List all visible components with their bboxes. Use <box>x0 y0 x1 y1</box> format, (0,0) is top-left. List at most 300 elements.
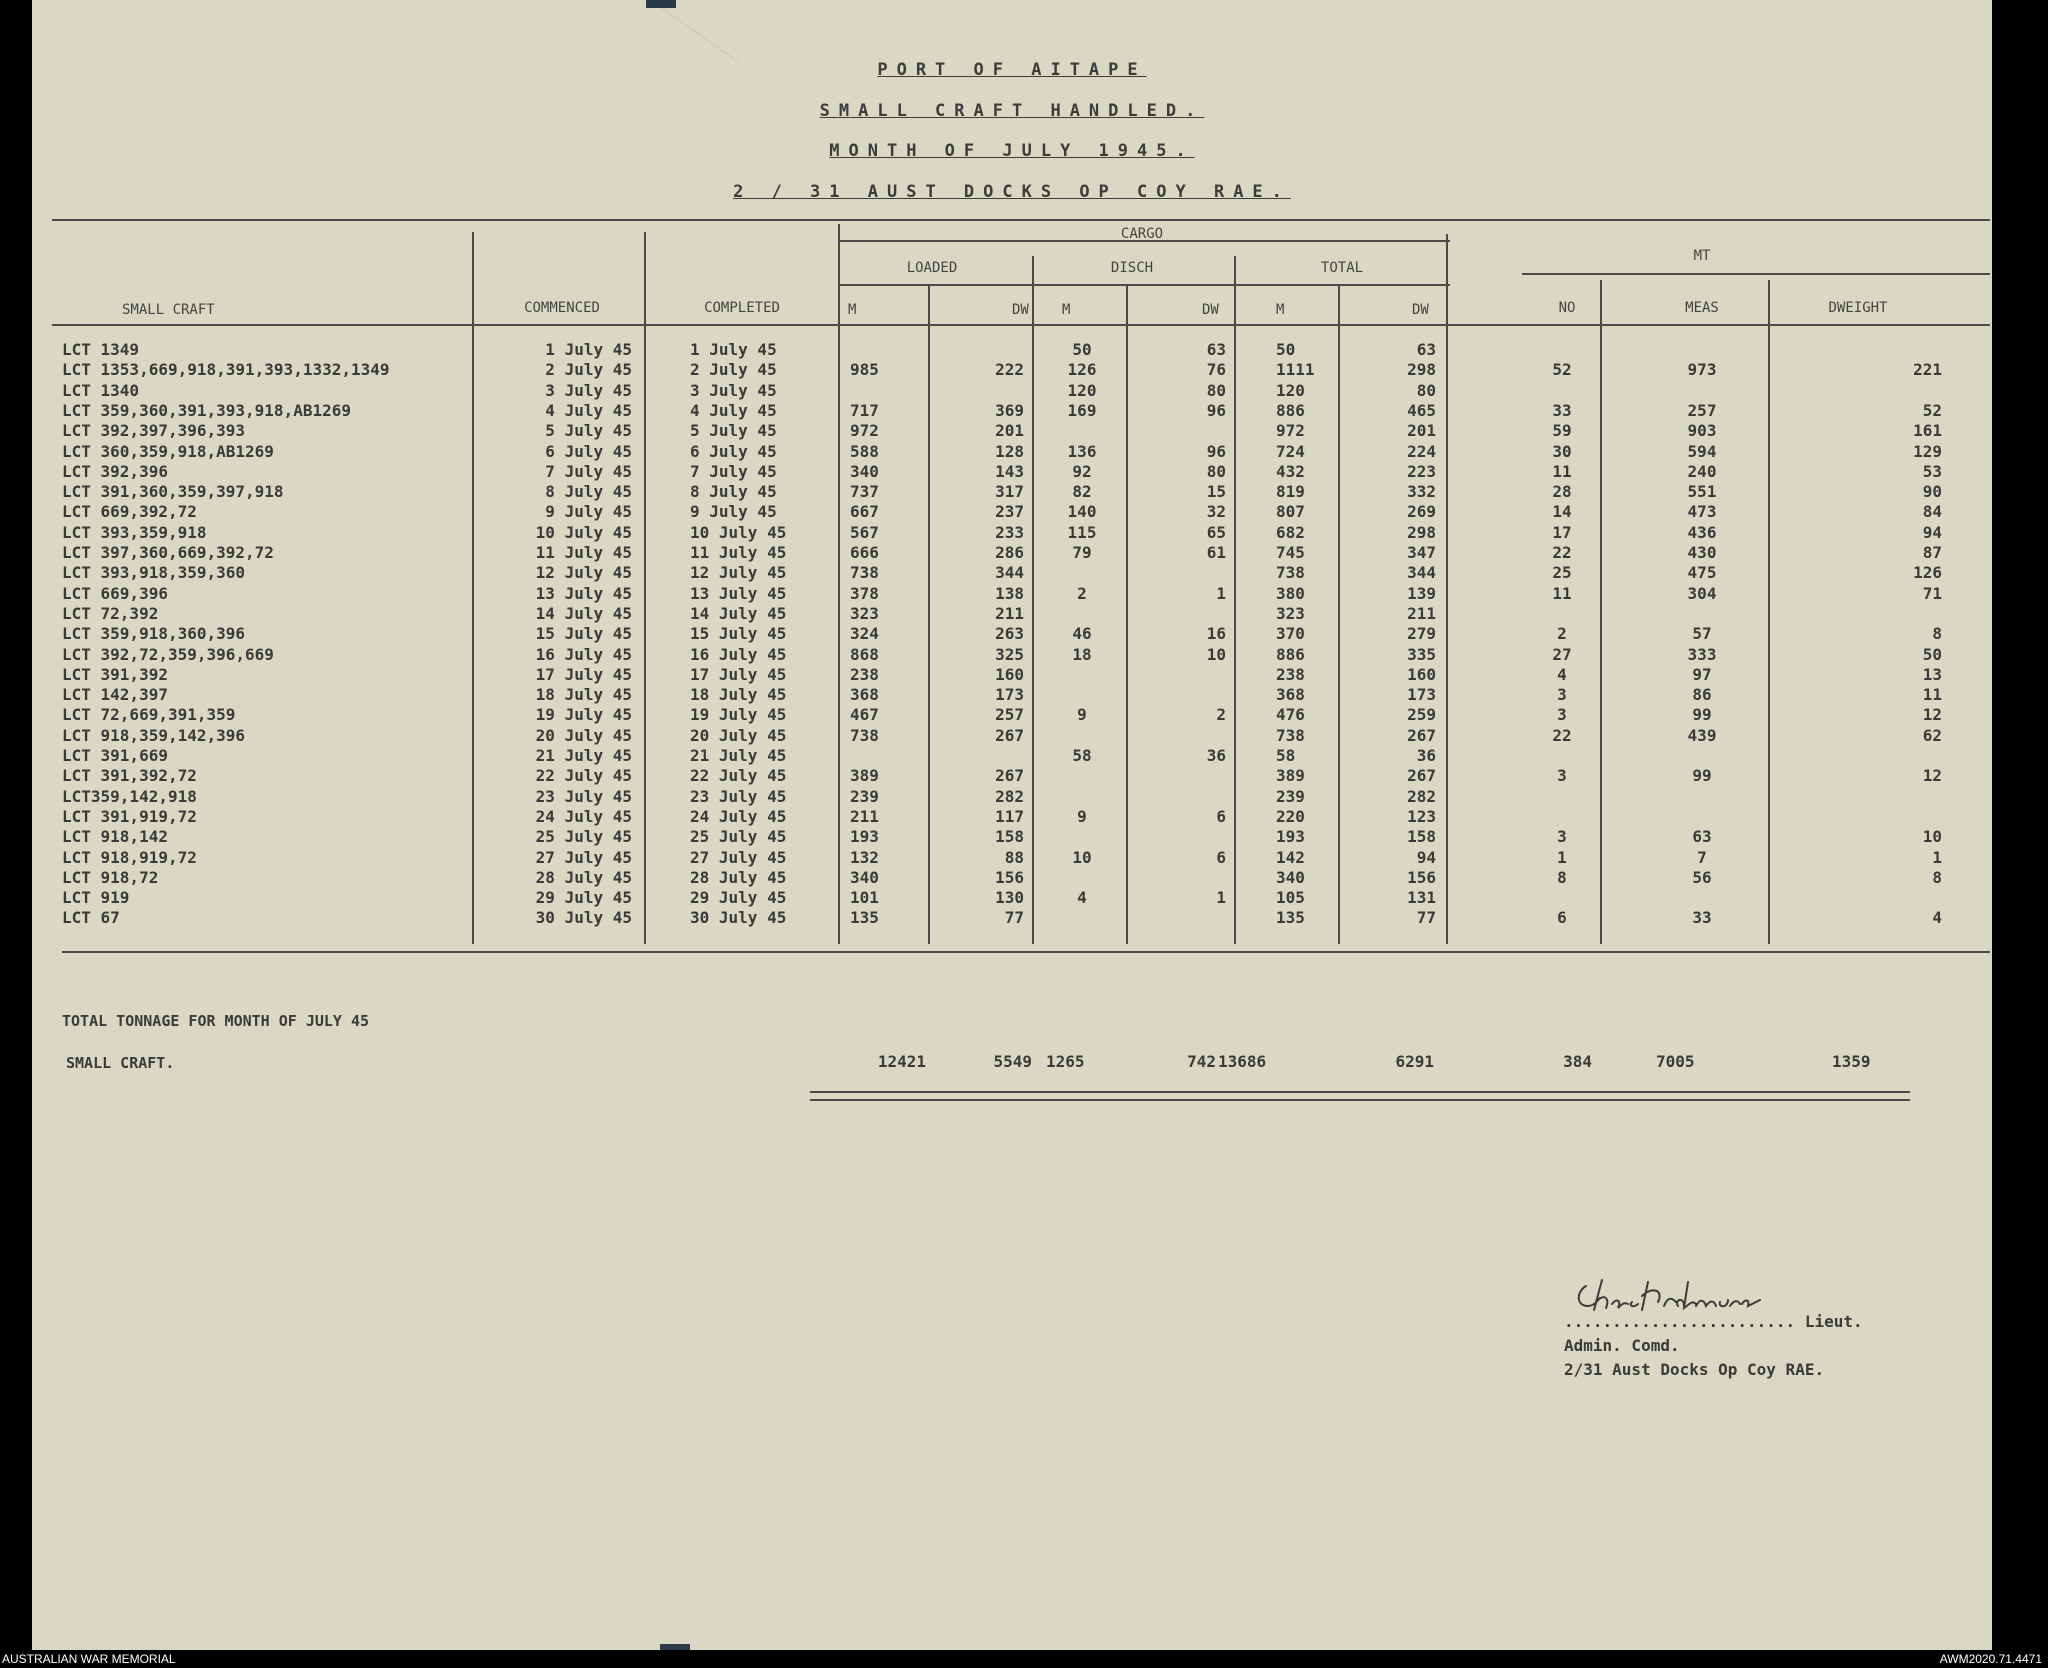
cell-mt-no: 25 <box>1552 563 1572 583</box>
col-divider-6 <box>1126 284 1128 944</box>
cell-total-dw: 344 <box>1407 563 1436 583</box>
cell-completed: 14 July 45 <box>690 603 787 623</box>
cell-disch-dw: 16 <box>1206 624 1226 644</box>
cell-mt-dweight: 50 <box>1922 644 1942 664</box>
cell-total-dw: 267 <box>1407 725 1436 745</box>
cell-completed: 25 July 45 <box>690 827 787 847</box>
paper-fold <box>592 0 740 63</box>
cell-mt-dweight: 71 <box>1922 583 1942 603</box>
cell-commenced: 15 July 45 <box>535 624 632 644</box>
cell-total-m: 239 <box>1276 786 1305 806</box>
cell-total-dw: 259 <box>1407 705 1436 725</box>
cell-craft: LCT 392,396 <box>62 461 168 481</box>
cell-completed: 24 July 45 <box>690 806 787 826</box>
cell-disch-dw: 2 <box>1216 705 1226 725</box>
cell-mt-dweight: 53 <box>1922 461 1942 481</box>
cell-mt-no: 27 <box>1552 644 1572 664</box>
cell-commenced: 23 July 45 <box>535 786 632 806</box>
cell-loaded-m: 666 <box>850 543 879 562</box>
cell-loaded-m: 588 <box>850 441 879 461</box>
signature-role-line: Admin. Comd. <box>1564 1336 1680 1355</box>
cell-mt-meas: 99 <box>1692 766 1712 786</box>
document-sheet <box>32 0 1992 1650</box>
cell-disch-dw: 10 <box>1206 644 1226 664</box>
cell-completed: 10 July 45 <box>690 522 787 542</box>
cell-loaded-m: 868 <box>850 644 879 664</box>
cell-completed: 5 July 45 <box>690 421 777 441</box>
cell-disch-dw: 36 <box>1206 746 1226 765</box>
cell-total-m: 50 <box>1276 340 1296 359</box>
cell-mt-no: 2 <box>1557 624 1567 644</box>
cell-loaded-m: 717 <box>850 400 879 420</box>
cell-loaded-dw: 156 <box>995 867 1024 887</box>
header-total-m: M <box>1276 302 1285 318</box>
totals-label-line-2: SMALL CRAFT. <box>66 1054 175 1072</box>
cell-total-m: 58 <box>1276 746 1296 765</box>
cell-loaded-dw: 237 <box>995 502 1024 522</box>
cell-disch-dw: 63 <box>1206 340 1226 359</box>
cell-total-m: 370 <box>1276 624 1305 644</box>
cell-mt-no: 17 <box>1552 522 1572 542</box>
cell-commenced: 25 July 45 <box>535 827 632 847</box>
cell-disch-dw: 76 <box>1206 360 1226 380</box>
cell-disch-m: 82 <box>1072 482 1092 502</box>
cell-loaded-dw: 211 <box>995 603 1024 623</box>
cell-commenced: 27 July 45 <box>535 847 632 867</box>
cell-total-dw: 123 <box>1407 806 1436 826</box>
cell-commenced: 17 July 45 <box>535 664 632 684</box>
cell-loaded-m: 135 <box>850 908 879 928</box>
cell-loaded-dw: 233 <box>995 522 1024 542</box>
cell-loaded-m: 737 <box>850 482 879 502</box>
cell-total-m: 432 <box>1276 461 1305 481</box>
cell-craft: LCT 918,72 <box>62 867 159 887</box>
cell-loaded-m: 972 <box>850 421 879 441</box>
cell-loaded-dw: 369 <box>995 400 1024 420</box>
cell-loaded-dw: 77 <box>1004 908 1024 928</box>
cell-disch-m: 10 <box>1072 847 1092 867</box>
cell-craft: LCT 360,359,918,AB1269 <box>62 441 274 461</box>
cell-loaded-dw: 344 <box>995 563 1024 583</box>
cell-total-dw: 465 <box>1407 400 1436 420</box>
cell-loaded-m: 340 <box>850 461 879 481</box>
cell-commenced: 9 July 45 <box>545 502 632 522</box>
cell-total-m: 682 <box>1276 522 1305 542</box>
cell-mt-no: 33 <box>1552 400 1572 420</box>
cell-completed: 4 July 45 <box>690 400 777 420</box>
cell-disch-dw: 61 <box>1206 543 1226 562</box>
cell-completed: 28 July 45 <box>690 867 787 887</box>
header-no: NO <box>1558 300 1576 316</box>
cell-total-m: 738 <box>1276 725 1305 745</box>
cell-loaded-dw: 117 <box>995 806 1024 826</box>
cell-mt-dweight: 129 <box>1913 441 1942 461</box>
cell-commenced: 6 July 45 <box>545 441 632 461</box>
cell-total-m: 389 <box>1276 766 1305 786</box>
cell-mt-meas: 57 <box>1692 624 1712 644</box>
cell-craft: LCT 397,360,669,392,72 <box>62 543 274 562</box>
cell-total-dw: 131 <box>1407 888 1436 908</box>
cell-completed: 29 July 45 <box>690 888 787 908</box>
cell-completed: 21 July 45 <box>690 746 787 765</box>
cell-loaded-m: 467 <box>850 705 879 725</box>
table-bottom-rule <box>62 951 1990 953</box>
cell-commenced: 24 July 45 <box>535 806 632 826</box>
cell-total-dw: 94 <box>1416 847 1436 867</box>
cell-commenced: 10 July 45 <box>535 522 632 542</box>
cell-craft: LCT 359,918,360,396 <box>62 624 246 644</box>
cell-craft: LCT 359,360,391,393,918,AB1269 <box>62 400 351 420</box>
cell-total-m: 193 <box>1276 827 1305 847</box>
cell-mt-dweight: 8 <box>1932 867 1942 887</box>
cell-total-dw: 298 <box>1407 360 1436 380</box>
cell-completed: 13 July 45 <box>690 583 787 603</box>
cell-total-m: 142 <box>1276 847 1305 867</box>
cell-completed: 11 July 45 <box>690 543 787 562</box>
cell-mt-dweight: 126 <box>1913 563 1942 583</box>
cell-mt-dweight: 87 <box>1922 543 1942 562</box>
cell-total-m: 476 <box>1276 705 1305 725</box>
cell-mt-meas: 333 <box>1687 644 1717 664</box>
header-loaded-dw: DW <box>1012 302 1029 318</box>
archive-reference: AWM2020.71.4471 <box>1939 1652 2042 1666</box>
cell-commenced: 5 July 45 <box>545 421 632 441</box>
col-divider-9 <box>1446 234 1448 944</box>
cell-loaded-dw: 138 <box>995 583 1024 603</box>
cell-loaded-dw: 257 <box>995 705 1024 725</box>
cell-completed: 16 July 45 <box>690 644 787 664</box>
cell-total-dw: 279 <box>1407 624 1436 644</box>
cell-total-m: 135 <box>1276 908 1305 928</box>
cell-disch-dw: 65 <box>1206 522 1226 542</box>
cell-mt-dweight: 62 <box>1922 725 1942 745</box>
cell-total-m: 368 <box>1276 685 1305 705</box>
totals-rule-1 <box>810 1091 1910 1093</box>
cell-mt-no: 52 <box>1552 360 1572 380</box>
cell-mt-meas: 439 <box>1687 725 1717 745</box>
cell-total-m: 238 <box>1276 664 1305 684</box>
header-mt: MT <box>1693 248 1711 264</box>
cell-mt-no: 14 <box>1552 502 1572 522</box>
cell-total-m: 724 <box>1276 441 1305 461</box>
cell-loaded-m: 132 <box>850 847 879 867</box>
cell-total-dw: 269 <box>1407 502 1436 522</box>
signature-unit-line: 2/31 Aust Docks Op Coy RAE. <box>1564 1360 1825 1379</box>
cell-total-dw: 298 <box>1407 522 1436 542</box>
cell-mt-no: 6 <box>1557 908 1567 928</box>
cell-commenced: 22 July 45 <box>535 766 632 786</box>
col-divider-4 <box>928 284 930 944</box>
archive-name: AUSTRALIAN WAR MEMORIAL <box>2 1652 176 1666</box>
cell-total-dw: 173 <box>1407 685 1436 705</box>
cell-loaded-dw: 325 <box>995 644 1024 664</box>
cell-disch-m: 79 <box>1072 543 1092 562</box>
cell-loaded-dw: 317 <box>995 482 1024 502</box>
cell-mt-no: 3 <box>1557 766 1567 786</box>
cell-loaded-dw: 201 <box>995 421 1024 441</box>
cell-commenced: 4 July 45 <box>545 400 632 420</box>
archive-caption <box>0 1650 2048 1668</box>
cell-loaded-dw: 263 <box>995 624 1024 644</box>
cell-disch-dw: 1 <box>1216 583 1226 603</box>
cell-mt-meas: 551 <box>1687 482 1717 502</box>
cell-mt-dweight: 221 <box>1913 360 1942 380</box>
cell-mt-meas: 56 <box>1692 867 1712 887</box>
cell-mt-meas: 436 <box>1687 522 1717 542</box>
cell-total-m: 972 <box>1276 421 1305 441</box>
cell-mt-dweight: 8 <box>1932 624 1942 644</box>
cell-total-dw: 80 <box>1416 380 1436 400</box>
total-disch-dw: 742 <box>1187 1052 1216 1071</box>
header-disch: DISCH <box>1110 260 1154 276</box>
col-divider-11 <box>1768 280 1770 944</box>
header-disch-dw: DW <box>1202 302 1219 318</box>
cell-commenced: 1 July 45 <box>545 340 632 359</box>
cell-loaded-dw: 143 <box>995 461 1024 481</box>
cell-loaded-dw: 130 <box>995 888 1024 908</box>
total-loaded-dw: 5549 <box>993 1052 1032 1071</box>
cell-completed: 20 July 45 <box>690 725 787 745</box>
cell-commenced: 13 July 45 <box>535 583 632 603</box>
cell-total-m: 1111 <box>1276 360 1315 380</box>
cell-craft: LCT 391,669 <box>62 746 168 765</box>
cell-total-m: 105 <box>1276 888 1305 908</box>
cell-mt-no: 11 <box>1552 583 1572 603</box>
cell-commenced: 16 July 45 <box>535 644 632 664</box>
cell-total-m: 807 <box>1276 502 1305 522</box>
cell-commenced: 3 July 45 <box>545 380 632 400</box>
cell-mt-meas: 475 <box>1687 563 1717 583</box>
cell-completed: 6 July 45 <box>690 441 777 461</box>
cell-mt-meas: 973 <box>1687 360 1717 380</box>
cell-total-dw: 201 <box>1407 421 1436 441</box>
cell-loaded-m: 738 <box>850 725 879 745</box>
cell-craft: LCT 72,669,391,359 <box>62 705 236 725</box>
cell-disch-dw: 80 <box>1206 380 1226 400</box>
cell-commenced: 28 July 45 <box>535 867 632 887</box>
cell-mt-dweight: 13 <box>1922 664 1942 684</box>
cell-total-m: 323 <box>1276 603 1305 623</box>
signature-rank-line: ........................ Lieut. <box>1564 1312 1863 1331</box>
cell-craft: LCT 391,392 <box>62 664 168 684</box>
cell-mt-no: 28 <box>1552 482 1572 502</box>
cell-loaded-dw: 160 <box>995 664 1024 684</box>
cell-mt-dweight: 90 <box>1922 482 1942 502</box>
cell-mt-meas: 903 <box>1687 421 1717 441</box>
cell-disch-dw: 96 <box>1206 400 1226 420</box>
cell-commenced: 18 July 45 <box>535 685 632 705</box>
cell-total-dw: 139 <box>1407 583 1436 603</box>
table-top-rule <box>52 219 1990 221</box>
cell-loaded-m: 738 <box>850 563 879 583</box>
cell-loaded-m: 378 <box>850 583 879 603</box>
cell-completed: 19 July 45 <box>690 705 787 725</box>
cell-craft: LCT 392,72,359,396,669 <box>62 644 274 664</box>
cell-mt-meas: 7 <box>1697 847 1707 867</box>
cell-total-m: 340 <box>1276 867 1305 887</box>
cell-disch-m: 2 <box>1077 583 1087 603</box>
total-loaded-m: 12421 <box>877 1052 926 1071</box>
cell-loaded-m: 985 <box>850 360 879 380</box>
cell-mt-no: 3 <box>1557 705 1567 725</box>
cell-loaded-dw: 128 <box>995 441 1024 461</box>
col-divider-7 <box>1234 256 1236 944</box>
total-disch-m: 1265 <box>1046 1052 1085 1071</box>
header-completed: COMPLETED <box>704 300 780 316</box>
cell-completed: 2 July 45 <box>690 360 777 380</box>
cell-mt-meas: 33 <box>1692 908 1712 928</box>
cell-mt-dweight: 52 <box>1922 400 1942 420</box>
clip-top <box>646 0 676 8</box>
cell-disch-m: 9 <box>1077 806 1087 826</box>
doc-title-line-4: 2 / 31 AUST DOCKS OP COY RAE. <box>733 182 1291 202</box>
cell-mt-no: 22 <box>1552 725 1572 745</box>
cell-loaded-dw: 222 <box>995 360 1024 380</box>
cell-completed: 3 July 45 <box>690 380 777 400</box>
total-no: 384 <box>1563 1052 1592 1071</box>
cell-mt-no: 30 <box>1552 441 1572 461</box>
cell-disch-m: 46 <box>1072 624 1092 644</box>
cell-mt-dweight: 94 <box>1922 522 1942 542</box>
cell-mt-no: 8 <box>1557 867 1567 887</box>
cell-completed: 27 July 45 <box>690 847 787 867</box>
cell-completed: 23 July 45 <box>690 786 787 806</box>
cell-disch-dw: 32 <box>1206 502 1226 522</box>
cell-mt-no: 22 <box>1552 543 1572 562</box>
cell-disch-m: 115 <box>1067 522 1097 542</box>
cell-mt-no: 59 <box>1552 421 1572 441</box>
cell-mt-meas: 63 <box>1692 827 1712 847</box>
cell-disch-dw: 1 <box>1216 888 1226 908</box>
cell-total-dw: 223 <box>1407 461 1436 481</box>
header-dweight: DWEIGHT <box>1828 300 1888 316</box>
header-loaded: LOADED <box>906 260 958 276</box>
cell-craft: LCT 919 <box>62 888 130 908</box>
col-divider-5 <box>1032 256 1034 944</box>
cell-craft: LCT 918,359,142,396 <box>62 725 246 745</box>
cell-mt-dweight: 84 <box>1922 502 1942 522</box>
cell-completed: 9 July 45 <box>690 502 777 522</box>
cell-commenced: 12 July 45 <box>535 563 632 583</box>
cell-total-dw: 224 <box>1407 441 1436 461</box>
header-meas: MEAS <box>1685 300 1719 316</box>
cell-total-dw: 158 <box>1407 827 1436 847</box>
cell-mt-meas: 97 <box>1692 664 1712 684</box>
cell-craft: LCT 669,396 <box>62 583 168 603</box>
cell-completed: 18 July 45 <box>690 685 787 705</box>
cell-total-m: 886 <box>1276 400 1305 420</box>
cell-craft: LCT 1349 <box>62 340 140 359</box>
cell-craft: LCT 391,919,72 <box>62 806 197 826</box>
col-divider-2 <box>644 232 646 944</box>
cell-total-dw: 63 <box>1416 340 1436 359</box>
cell-loaded-dw: 267 <box>995 766 1024 786</box>
cell-completed: 22 July 45 <box>690 766 787 786</box>
cell-mt-meas: 304 <box>1687 583 1717 603</box>
total-dweight: 1359 <box>1832 1052 1871 1071</box>
cell-disch-m: 4 <box>1077 888 1087 908</box>
cell-loaded-dw: 286 <box>995 543 1024 562</box>
cell-disch-m: 18 <box>1072 644 1092 664</box>
cell-completed: 7 July 45 <box>690 461 777 481</box>
header-small-craft: SMALL CRAFT <box>122 302 215 318</box>
mt-rule <box>1522 273 1990 275</box>
cell-total-dw: 347 <box>1407 543 1436 562</box>
cell-craft: LCT 67 <box>62 908 120 928</box>
totals-rule-2 <box>810 1099 1910 1101</box>
header-bottom-rule <box>52 324 1990 326</box>
cell-total-m: 745 <box>1276 543 1305 562</box>
cell-loaded-m: 323 <box>850 603 879 623</box>
cell-disch-dw: 96 <box>1206 441 1226 461</box>
cell-completed: 12 July 45 <box>690 563 787 583</box>
cell-mt-meas: 240 <box>1687 461 1717 481</box>
cell-craft: LCT 918,919,72 <box>62 847 197 867</box>
cell-total-dw: 267 <box>1407 766 1436 786</box>
cell-mt-dweight: 11 <box>1922 685 1942 705</box>
cell-disch-m: 120 <box>1067 380 1097 400</box>
cell-commenced: 21 July 45 <box>535 746 632 765</box>
cell-total-dw: 282 <box>1407 786 1436 806</box>
cell-disch-dw: 6 <box>1216 806 1226 826</box>
cell-mt-no: 3 <box>1557 685 1567 705</box>
cell-total-dw: 332 <box>1407 482 1436 502</box>
cell-mt-meas: 257 <box>1687 400 1717 420</box>
cell-commenced: 20 July 45 <box>535 725 632 745</box>
cell-loaded-m: 368 <box>850 685 879 705</box>
cell-mt-meas: 99 <box>1692 705 1712 725</box>
cell-loaded-m: 101 <box>850 888 879 908</box>
cell-total-m: 220 <box>1276 806 1305 826</box>
header-total: TOTAL <box>1320 260 1364 276</box>
cell-commenced: 14 July 45 <box>535 603 632 623</box>
header-disch-m: M <box>1062 302 1071 318</box>
col-divider-8 <box>1338 284 1340 944</box>
cell-loaded-m: 667 <box>850 502 879 522</box>
cell-disch-dw: 15 <box>1206 482 1226 502</box>
total-total-dw: 6291 <box>1395 1052 1434 1071</box>
cell-loaded-m: 193 <box>850 827 879 847</box>
cell-loaded-m: 239 <box>850 786 879 806</box>
cell-completed: 30 July 45 <box>690 908 787 928</box>
cell-loaded-m: 238 <box>850 664 879 684</box>
cell-total-m: 380 <box>1276 583 1305 603</box>
cell-mt-meas: 594 <box>1687 441 1717 461</box>
cell-mt-dweight: 12 <box>1922 705 1942 725</box>
cell-commenced: 19 July 45 <box>535 705 632 725</box>
cell-total-dw: 211 <box>1407 603 1436 623</box>
cell-disch-m: 126 <box>1067 360 1097 380</box>
cell-loaded-dw: 173 <box>995 685 1024 705</box>
cell-disch-dw: 80 <box>1206 461 1226 481</box>
cell-mt-dweight: 12 <box>1922 766 1942 786</box>
cell-loaded-m: 567 <box>850 522 879 542</box>
col-divider-10 <box>1600 280 1602 944</box>
cell-completed: 1 July 45 <box>690 340 777 359</box>
cell-completed: 15 July 45 <box>690 624 787 644</box>
cell-craft: LCT 1353,669,918,391,393,1332,1349 <box>62 360 390 380</box>
totals-label-line-1: TOTAL TONNAGE FOR MONTH OF JULY 45 <box>62 1012 370 1030</box>
cell-craft: LCT 72,392 <box>62 603 159 623</box>
doc-title-line-3: MONTH OF JULY 1945. <box>829 141 1195 161</box>
cell-loaded-dw: 88 <box>1004 847 1024 867</box>
cell-total-dw: 36 <box>1416 746 1436 765</box>
header-cargo: CARGO <box>1120 226 1164 242</box>
cell-total-m: 738 <box>1276 563 1305 583</box>
cell-craft: LCT 393,918,359,360 <box>62 563 246 583</box>
cell-commenced: 11 July 45 <box>535 543 632 562</box>
cell-commenced: 30 July 45 <box>535 908 632 928</box>
